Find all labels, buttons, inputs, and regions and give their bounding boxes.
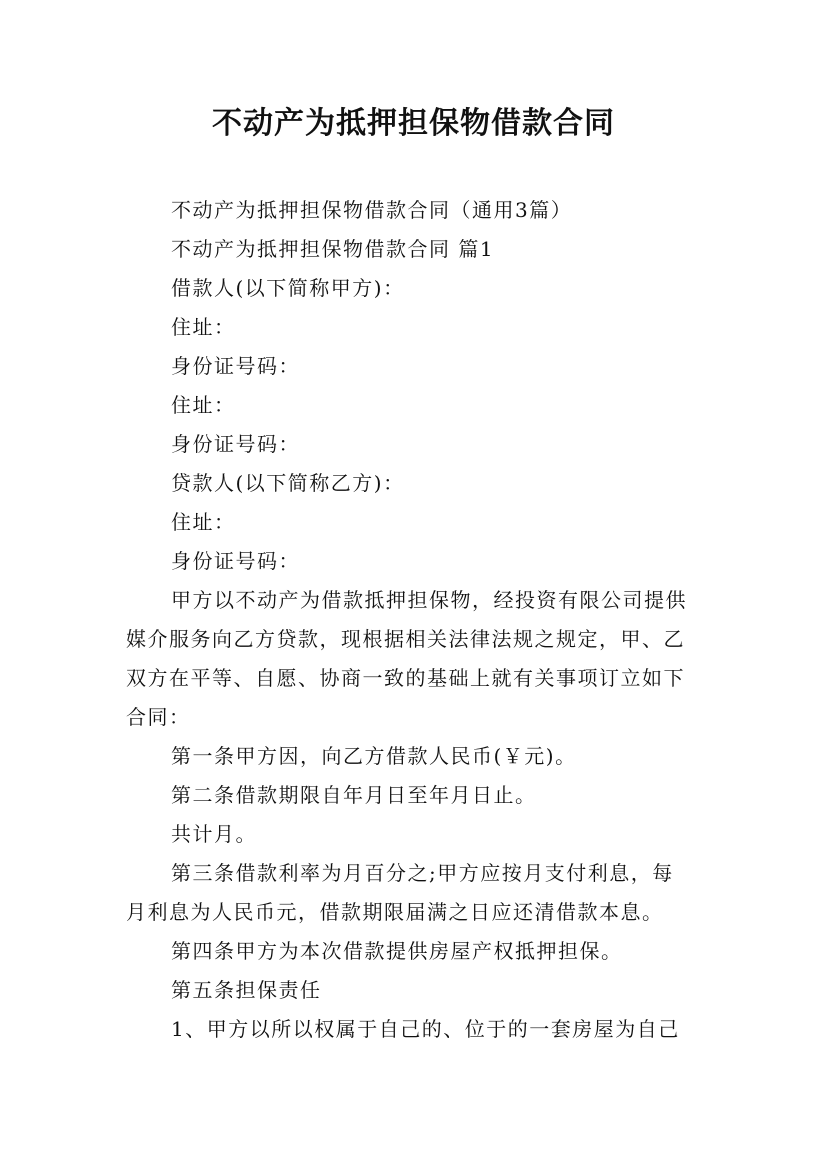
article-2: 第二条借款期限自年月日至年月日止。 bbox=[171, 783, 537, 807]
id-number-field: 身份证号码： bbox=[171, 354, 300, 378]
article-3-line: 第三条借款利率为月百分之;甲方应按月支付利息，每 bbox=[171, 861, 674, 885]
preamble-line: 合同： bbox=[126, 705, 191, 729]
article-5-heading: 第五条担保责任 bbox=[171, 978, 322, 1002]
subtitle-line: 不动产为抵押担保物借款合同（通用3篇） bbox=[171, 198, 573, 222]
address-field: 住址： bbox=[171, 393, 236, 417]
address-field: 住址： bbox=[171, 510, 236, 534]
preamble-line: 甲方以不动产为借款抵押担保物，经投资有限公司提供 bbox=[171, 588, 687, 612]
document-title: 不动产为抵押担保物借款合同 bbox=[212, 106, 615, 141]
lender-field: 贷款人(以下简称乙方)： bbox=[171, 471, 405, 495]
article-4: 第四条甲方为本次借款提供房屋产权抵押担保。 bbox=[171, 939, 623, 963]
preamble-line: 双方在平等、自愿、协商一致的基础上就有关事项订立如下 bbox=[126, 666, 685, 690]
id-number-field: 身份证号码： bbox=[171, 432, 300, 456]
id-number-field: 身份证号码： bbox=[171, 549, 300, 573]
article-2-total: 共计月。 bbox=[171, 822, 257, 846]
document-body bbox=[126, 191, 702, 1049]
article-3-line: 月利息为人民币元，借款期限届满之日应还清借款本息。 bbox=[126, 900, 664, 924]
address-field: 住址： bbox=[171, 315, 236, 339]
clause-1: 1、甲方以所以权属于自己的、位于的一套房屋为自己 bbox=[171, 1017, 680, 1041]
article-1: 第一条甲方因，向乙方借款人民币(￥元)。 bbox=[171, 744, 577, 768]
section-heading: 不动产为抵押担保物借款合同 篇1 bbox=[171, 237, 495, 261]
preamble-line: 媒介服务向乙方贷款，现根据相关法律法规之规定，甲、乙 bbox=[126, 627, 685, 651]
borrower-field: 借款人(以下简称甲方)： bbox=[171, 276, 405, 300]
